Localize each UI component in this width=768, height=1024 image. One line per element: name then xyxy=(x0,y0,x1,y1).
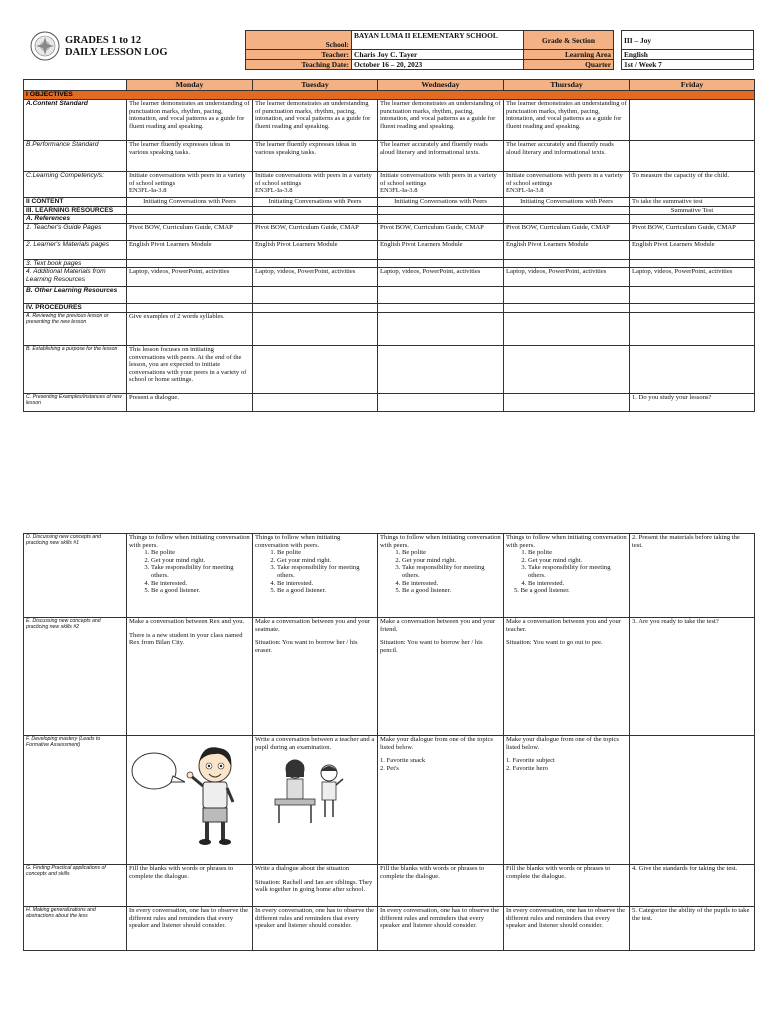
row-label-proc-e: E. Discussing new concepts and practicing new skills #2 xyxy=(24,618,127,736)
row-label-proc-f: F. Developing mastery (Leads to Formative Assessment) xyxy=(24,736,127,865)
cell-e-wed: Make a conversation between you and your friend. Situation: You want to borrow her / his pencil. xyxy=(378,618,504,736)
grade-label: Grade & Section xyxy=(524,31,614,50)
cell-f-fri xyxy=(630,736,755,865)
row-label-proc-d: D. Discussing new concepts and practicing new skills #1 xyxy=(24,534,127,618)
day-header-wednesday: Wednesday xyxy=(378,80,504,91)
cell-d-wed: Things to follow when initiating conversation with peers. 1. Be polite 2. Get your mind right. 3. Take responsibility for meeting others. 4. Be interested. 5. Be a good listener. xyxy=(378,534,504,618)
row-label-proc-b: B. Establishing a purpose for the lesson xyxy=(24,345,127,393)
cell-h-thu: In every conversation, one has to observe the different rules and reminders that every speaker and listener should consider. xyxy=(504,907,630,951)
cell-e-mon: Make a conversation between Rex and you. There is a new student in your class named Rex from Bilan City. xyxy=(127,618,253,736)
cell-d-tue: Things to follow when initiating conversation with peers. 1. Be polite 2. Get your mind right. 3. Take responsibility for meeting others. 4. Be interested. 5. Be a good listener. xyxy=(253,534,378,618)
row-label-lm: 2. Learner's Materials pages xyxy=(24,240,127,259)
cell-g-tue: Write a dialogue about the situation Situation: Rachell and Ian are siblings. They walk together in going home after school. xyxy=(253,865,378,907)
cell-g-wed: Fill the blanks with words or phrases to complete the dialogue. xyxy=(378,865,504,907)
cell-add-thu: Laptop, videos, PowerPoint, activities xyxy=(504,268,630,287)
teacher-pupil-illustration xyxy=(255,751,355,829)
cell-h-wed: In every conversation, one has to observe the different rules and reminders that every speaker and listener should consider. xyxy=(378,907,504,951)
cell-comp-fri: To measure the capacity of the child. xyxy=(630,172,755,198)
row-label-tg: 1. Teacher's Guide Pages xyxy=(24,223,127,240)
row-label-performance-standard: B.Performance Standard xyxy=(24,141,127,172)
cell-e-thu: Make a conversation between you and your teacher. Situation: You want to go out to pee. xyxy=(504,618,630,736)
day-header-thursday: Thursday xyxy=(504,80,630,91)
deped-seal-icon xyxy=(30,31,60,61)
cell-ps-tue: The learner fluently expresses ideas in various speaking tasks. xyxy=(253,141,378,172)
cell-f-thu: Make your dialogue from one of the topics listed below. 1. Favorite subject 2. Favorite hero xyxy=(504,736,630,865)
boy-speech-bubble-illustration xyxy=(129,736,247,856)
row-label-proc-a: A. Reviewing the previous lesson or presenting the new lesson xyxy=(24,312,127,345)
row-label-proc-g: G. Finding Practical applications of concepts and skills xyxy=(24,865,127,907)
row-label-additional: 4. Additional Materials from Learning Resources xyxy=(24,268,127,287)
cell-tg-thu: Pivot BOW, Curriculum Guide, CMAP xyxy=(504,223,630,240)
doc-title-line1: GRADES 1 to 12 xyxy=(65,35,142,46)
doc-title-line2: DAILY LESSON LOG xyxy=(65,47,168,58)
cell-cs-tue: The learner demonstrates an understanding of punctuation marks, rhythm, pacing, intonation, and vocal patterns as a guide for fluent reading and speaking. xyxy=(253,100,378,141)
cell-e-tue: Make a conversation between you and your seatmate. Situation: You want to borrow her / his eraser. xyxy=(253,618,378,736)
row-label-proc-h: H. Making generalizations and abstractions about the less xyxy=(24,907,127,951)
day-header-monday: Monday xyxy=(127,80,253,91)
cell-content-wed: Initiating Conversations with Peers xyxy=(378,198,504,207)
cell-h-fri: 5. Categorize the ability of the pupils to take the test. xyxy=(630,907,755,951)
date-value: October 16 – 20, 2023 xyxy=(352,60,524,70)
cell-lm-mon: English Pivot Learners Module xyxy=(127,240,253,259)
cell-ps-thu: The learner accurately and fluently reads aloud literary and informational texts. xyxy=(504,141,630,172)
row-label-content-standard: A.Content Standard xyxy=(24,100,127,141)
cell-content-thu: Initiating Conversations with Peers xyxy=(504,198,630,207)
cell-d-mon: Things to follow when initiating conversation with peers. 1. Be polite 2. Get your mind right. 3. Take responsibility for meeting others. 4. Be interested. 5. Be a good listener. xyxy=(127,534,253,618)
area-label: Learning Area xyxy=(524,50,614,60)
cell-add-wed: Laptop, videos, PowerPoint, activities xyxy=(378,268,504,287)
cell-g-mon: Fill the blanks with words or phrases to complete the dialogue. xyxy=(127,865,253,907)
cell-content-fri: To take the summative test xyxy=(630,198,755,207)
cell-tg-mon: Pivot BOW, Curriculum Guide, CMAP xyxy=(127,223,253,240)
cell-lm-tue: English Pivot Learners Module xyxy=(253,240,378,259)
lesson-log-table-part1 xyxy=(23,79,755,412)
cell-comp-wed: Initiate conversations with peers in a variety of school settings EN3FL-Ia-3.8 xyxy=(378,172,504,198)
teacher-value: Charis Joy C. Tayer xyxy=(352,50,524,60)
cell-content-tue: Initiating Conversations with Peers xyxy=(253,198,378,207)
cell-b-mon: This lesson focuses on initiating conversations with peers. At the end of the lesson, you are expected to initiate conversations with your peers in a variety of school or home settings. xyxy=(127,345,253,393)
cell-g-fri: 4. Give the standards for taking the test. xyxy=(630,865,755,907)
row-label-references: A. References xyxy=(24,215,127,224)
cell-content-mon: Initiating Conversations with Peers xyxy=(127,198,253,207)
cell-ps-mon: The learner fluently expresses ideas in various speaking tasks. xyxy=(127,141,253,172)
cell-add-fri: Laptop, videos, PowerPoint, activities xyxy=(630,268,755,287)
cell-tg-wed: Pivot BOW, Curriculum Guide, CMAP xyxy=(378,223,504,240)
row-label-competency: C.Learning Competency/s: xyxy=(24,172,127,198)
cell-h-tue: In every conversation, one has to observe the different rules and reminders that every speaker and listener should consider. xyxy=(253,907,378,951)
cell-h-mon: In every conversation, one has to observe the different rules and reminders that every speaker and listener should consider. xyxy=(127,907,253,951)
date-label: Teaching Date: xyxy=(246,60,352,70)
cell-e-fri: 3. Are you ready to take the test? xyxy=(630,618,755,736)
cell-f-mon xyxy=(127,736,253,865)
day-header-tuesday: Tuesday xyxy=(253,80,378,91)
header-info-table xyxy=(245,30,754,70)
quarter-value: 1st / Week 7 xyxy=(622,60,754,70)
cell-f-wed: Make your dialogue from one of the topics listed below. 1. Favorite snack 2. Pet's xyxy=(378,736,504,865)
cell-cs-wed: The learner demonstrates an understanding of punctuation marks, rhythm, pacing, intonation, and vocal patterns as a guide for fluent reading and speaking. xyxy=(378,100,504,141)
school-label: School: xyxy=(246,31,352,50)
cell-d-thu: Things to follow when initiating conversation with peers. 1. Be polite 2. Get your mind right. 3. Take responsibility for meeting others. 4. Be interested. 5. Be a good listener. xyxy=(504,534,630,618)
cell-summative-fri: Summative Test xyxy=(630,206,755,215)
cell-comp-tue: Initiate conversations with peers in a variety of school settings EN3FL-Ia-3.8 xyxy=(253,172,378,198)
day-header-friday: Friday xyxy=(630,80,755,91)
school-value: BAYAN LUMA II ELEMENTARY SCHOOL xyxy=(352,31,524,50)
cell-comp-thu: Initiate conversations with peers in a variety of school settings EN3FL-Ia-3.8 xyxy=(504,172,630,198)
cell-tg-tue: Pivot BOW, Curriculum Guide, CMAP xyxy=(253,223,378,240)
lesson-log-table-part2 xyxy=(23,533,755,951)
cell-a-mon: Give examples of 2 words syllables. xyxy=(127,312,253,345)
cell-ps-wed: The learner accurately and fluently reads aloud literary and informational texts. xyxy=(378,141,504,172)
area-value: English xyxy=(622,50,754,60)
row-label-procedures: IV. PROCEDURES xyxy=(24,304,127,313)
cell-lm-wed: English Pivot Learners Module xyxy=(378,240,504,259)
row-label-textbook: 3. Text book pages xyxy=(24,259,127,268)
cell-add-mon: Laptop, videos, PowerPoint, activities xyxy=(127,268,253,287)
cell-lm-fri: English Pivot Learners Module xyxy=(630,240,755,259)
section-objectives: I OBJECTIVES xyxy=(24,91,755,100)
cell-cs-mon: The learner demonstrates an understanding of punctuation marks, rhythm, pacing, intonation, and vocal patterns as a guide for fluent reading and speaking. xyxy=(127,100,253,141)
cell-c-fri: 1. Do you study your lessons? xyxy=(630,393,755,411)
cell-d-fri: 2. Present the materials before taking the test. xyxy=(630,534,755,618)
cell-c-mon: Present a dialogue. xyxy=(127,393,253,411)
row-label-resources: III. LEARNING RESOURCES xyxy=(24,206,127,215)
cell-g-thu: Fill the blanks with words or phrases to complete the dialogue. xyxy=(504,865,630,907)
row-label-proc-c: C. Presenting Examples/instances of new lesson xyxy=(24,393,127,411)
cell-comp-mon: Initiate conversations with peers in a variety of school settings EN3FL-Ia-3.8 xyxy=(127,172,253,198)
cell-lm-thu: English Pivot Learners Module xyxy=(504,240,630,259)
row-label-other: B. Other Learning Resources xyxy=(24,287,127,304)
teacher-label: Teacher: xyxy=(246,50,352,60)
cell-add-tue: Laptop, videos, PowerPoint, activities xyxy=(253,268,378,287)
grade-value: III – Joy xyxy=(622,31,754,50)
quarter-label: Quarter xyxy=(524,60,614,70)
cell-tg-fri: Pivot BOW, Curriculum Guide, CMAP xyxy=(630,223,755,240)
cell-cs-thu: The learner demonstrates an understanding of punctuation marks, rhythm, pacing, intonation, and vocal patterns as a guide for fluent reading and speaking. xyxy=(504,100,630,141)
cell-f-tue: Write a conversation between a teacher and a pupil during an examination. xyxy=(253,736,378,865)
row-label-content: II CONTENT xyxy=(24,198,127,207)
